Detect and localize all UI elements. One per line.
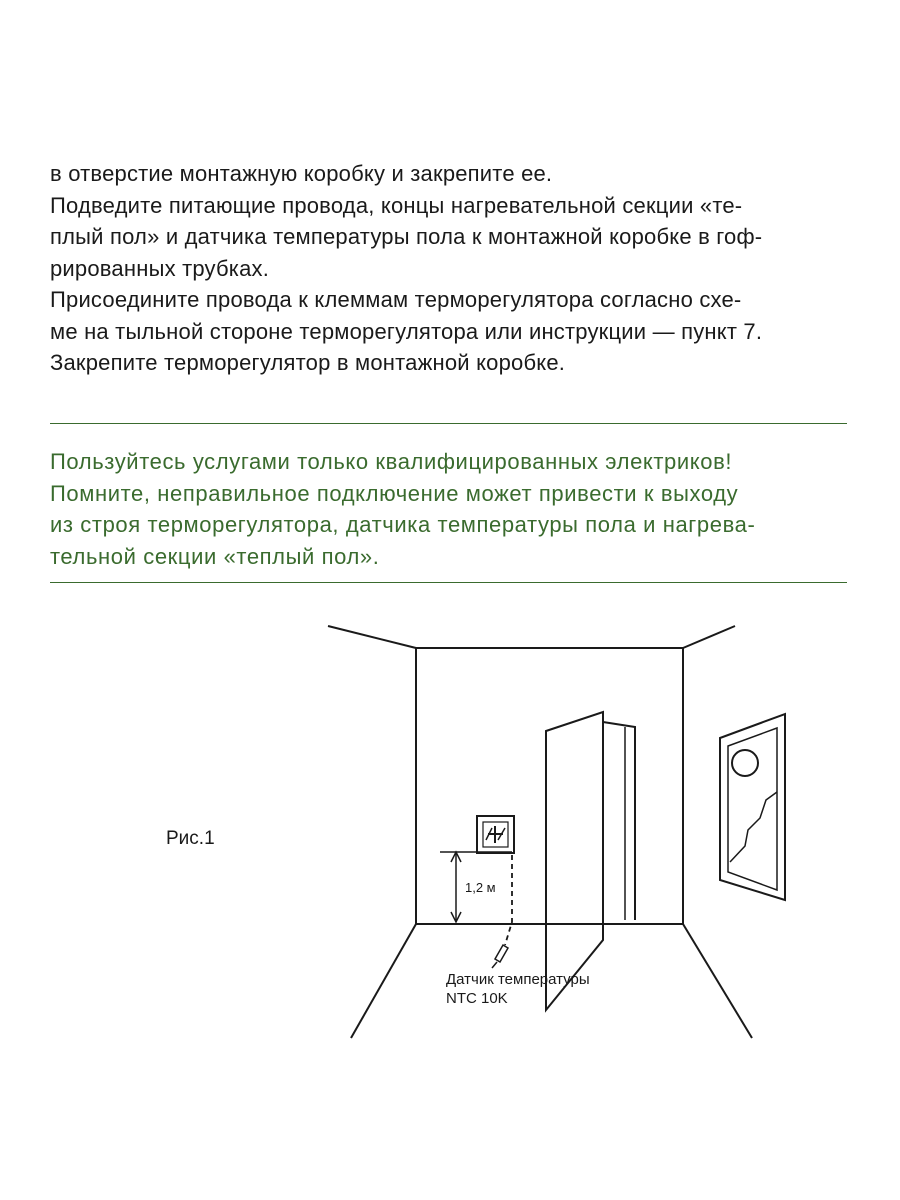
height-label: 1,2 м: [465, 880, 496, 895]
instruction-line: ме на тыльной стороне терморегулятора или инструкции — пункт 7.: [50, 318, 763, 344]
sensor-caption: [446, 970, 590, 1008]
warning-line: из строя терморегулятора, датчика температуры пола и нагрева-: [50, 512, 756, 537]
sensor-caption-line: NTC 10K: [446, 990, 508, 1007]
wall-picture: [720, 714, 785, 900]
thermostat: [477, 816, 514, 853]
sensor-probe: [492, 945, 508, 968]
figure-label: Рис.1: [166, 828, 215, 849]
sensor-caption-line: Датчик температуры: [446, 971, 590, 988]
instruction-line: плый пол» и датчика температуры пола к монтажной коробке в гоф-: [50, 224, 763, 249]
instruction-line: Присоедините провода к клеммам терморегулятора согласно схе-: [50, 287, 742, 312]
door-frame: [603, 722, 635, 920]
warning-line: Пользуйтесь услугами только квалифицированных электриков!: [50, 449, 733, 474]
instruction-line: рированных трубках.: [50, 255, 270, 281]
warning-line: тельной секции «теплый пол».: [50, 543, 380, 569]
ceiling-edges: [328, 626, 735, 648]
sensor-wire: [505, 855, 512, 945]
warning-line: Помните, неправильное подключение может привести к выходу: [50, 480, 739, 506]
door-leaf: [546, 712, 603, 1010]
instruction-line: в отверстие монтажную коробку и закрепите ее.: [50, 161, 553, 186]
instruction-line: Подведите питающие провода, концы нагревательной секции «те-: [50, 192, 743, 218]
instruction-line: Закрепите терморегулятор в монтажной коробке.: [50, 350, 566, 375]
